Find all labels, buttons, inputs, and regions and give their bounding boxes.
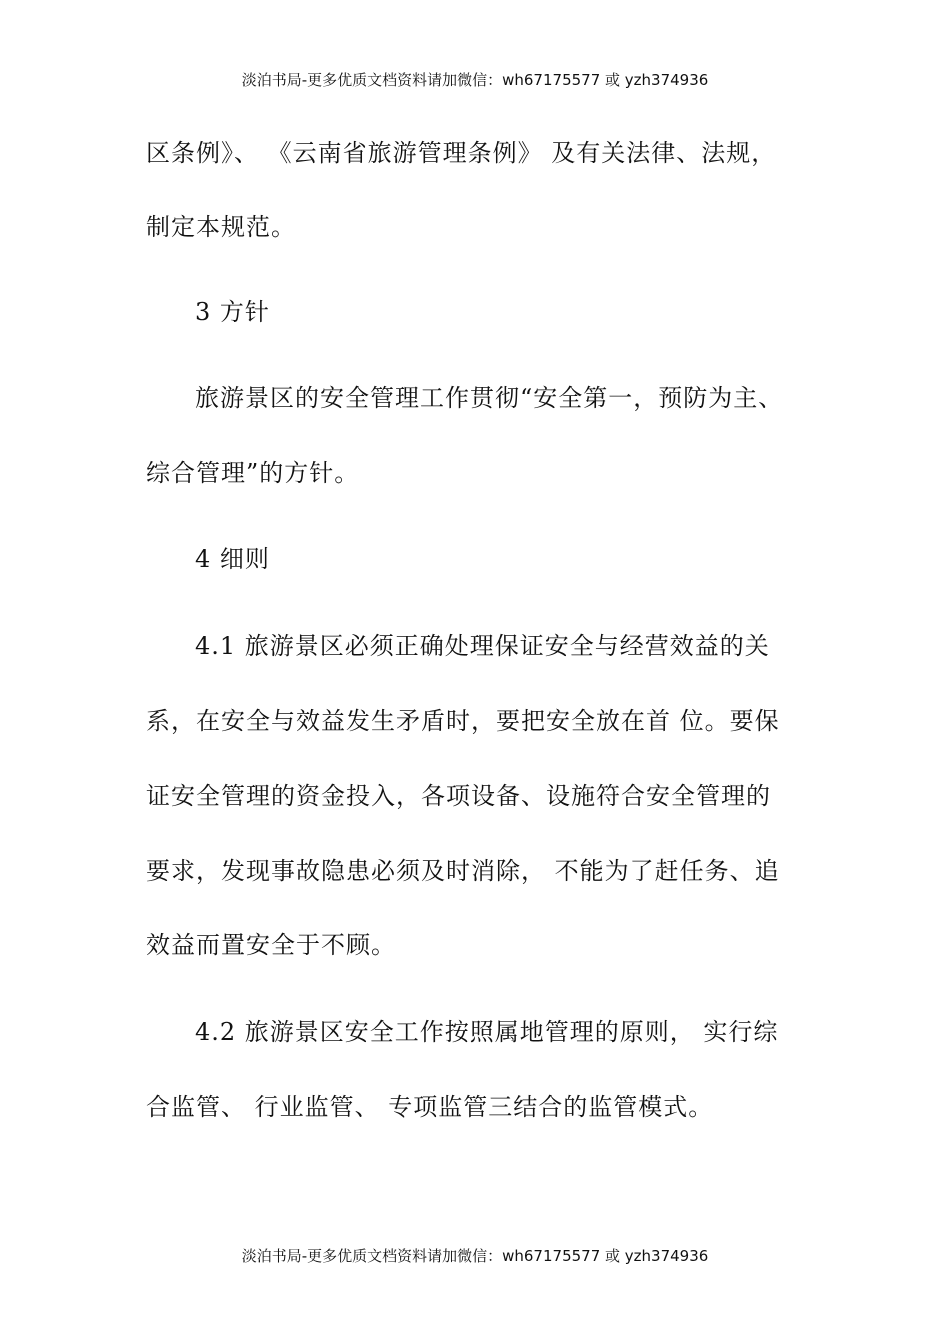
body-line-13: 合监管、 行业监管、 专项监管三结合的监管模式。	[146, 1093, 714, 1121]
body-line-9: 证安全管理的资金投入，各项设备、设施符合安全管理的	[146, 782, 771, 810]
body-line-11: 效益而置安全于不顾。	[146, 931, 396, 959]
body-line-2: 制定本规范。	[146, 213, 296, 241]
section-heading-3: 3 方针	[195, 298, 270, 326]
body-line-7: 4.1 旅游景区必须正确处理保证安全与经营效益的关	[195, 632, 770, 660]
body-line-4: 旅游景区的安全管理工作贯彻“安全第一，预防为主、	[195, 384, 784, 412]
section-heading-4: 4 细则	[195, 545, 270, 573]
body-line-1: 区条例》、 《云南省旅游管理条例》 及有关法律、法规，	[146, 139, 777, 167]
body-line-12: 4.2 旅游景区安全工作按照属地管理的原则， 实行综	[195, 1018, 779, 1046]
body-line-8: 系，在安全与效益发生矛盾时，要把安全放在首 位。要保	[146, 707, 780, 735]
page-footer: 淡泊书局-更多优质文档资料请加微信：wh67175577 或 yzh374936	[241, 1247, 709, 1265]
page-header: 淡泊书局-更多优质文档资料请加微信：wh67175577 或 yzh374936	[241, 71, 709, 89]
body-line-10: 要求，发现事故隐患必须及时消除， 不能为了赶任务、追	[146, 857, 780, 885]
body-line-5: 综合管理”的方针。	[146, 459, 360, 487]
